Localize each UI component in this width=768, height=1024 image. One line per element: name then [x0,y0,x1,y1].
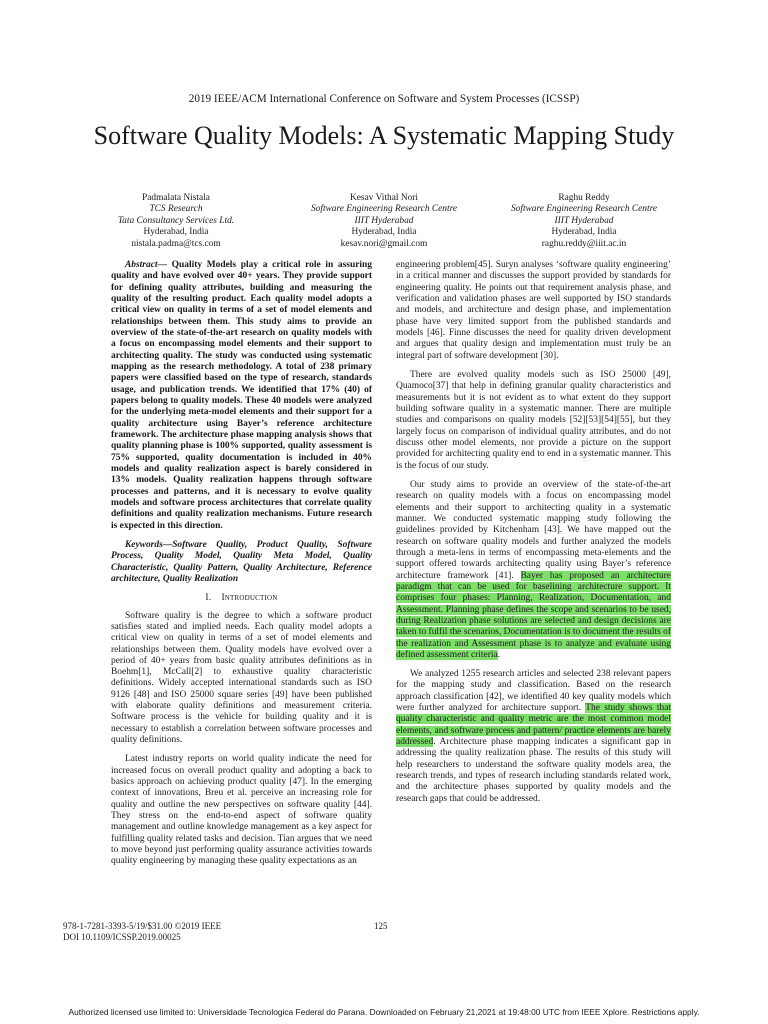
page-number: 125 [374,921,388,931]
section-heading [111,593,372,604]
highlighted-text: Bayer has proposed an architecture paradigm that can be used for baselining architecture support. It comprises four phases: Planning, Realization, Documentation, and Assessment. Planning phase defines the scope and scenarios to be used, during Realization phase solutions are selected and design decisions are taken to fulfil the scenarios, Documentation is to document the results of the realization and Assessment phase is to analyze and evaluate using defined assessment criteria [396,570,671,660]
paragraph-text: We analyzed 1255 research articles and selected 238 relevant papers for the mapping study and classification. Based on the research approach classification [42], we identified 40 key quality models which were further analyzed for architecture support. [396,669,671,714]
intro-paragraph-2: Latest industry reports on world quality indicate the need for increased focus on overall product quality and adopting a back to basics approach on achieving product quality [47]. In the emerging context of innovations, Breu et al. perceive an increasing role for quality and outline the new perspectives on software quality [44]. They stress on the end-to-end aspect of software quality management and outline knowledge management as a key aspect for fulfilling quality related tasks and decision. Tian argues that we need to move beyond just performing quality assurance activities towards quality engineering by managing these quality expectations as an [111,754,372,867]
paragraph-text: Our study aims to provide an overview of the state-of-the-art research on quality models with a focus on encompassing model elements and their support to architecting quality in a systematic manner. We conducted systematic mapping study following the guidelines provided by Kitchenham [43]. We have mapped out the research on software quality models and further analyzed the models through a meta-lens in terms of encompassing meta-elements and the support offered towards architecting quality using Bayer’s reference architecture framework [41]. [396,479,671,581]
paragraph-text: . Architecture phase mapping indicates a significant gap in addressing the quality realization phase. The results of this study will help researchers to understand the software quality models area, the research trends, and types of research including standards related work, and the architecture phases supported by quality models and the research gaps that could be addressed. [396,737,671,804]
author-org2: Tata Consultancy Services Ltd. [117,215,235,226]
doi-line: DOI 10.1109/ICSSP.2019.00025 [63,932,181,942]
author-email[interactable]: nistala.padma@tcs.com [131,238,221,249]
right-column [396,260,671,813]
author-org2: IIIT Hyderabad [554,215,614,226]
intro-paragraph-1: Software quality is the degree to which a software product satisfies stated and implied needs. Each quality model adopts a critical view on quality in terms of a set of model elements and relationships between them. Quality models have evolved over a period of 40+ years from basic quality attributes definitions as in Boehm[1], McCall[2] to exhaustive quality characteristic definitions. Widely accepted international standards such as ISO 9126 [48] and ISO 25000 square series [49] have been published with elaborate quality definitions and measurement criteria. Software process is the vehicle for building quality and it is necessary to establish a correlation between software processes and quality definitions. [111,610,372,746]
author-email[interactable]: kesav.nori@gmail.com [340,238,428,249]
keywords-text: Software Quality, Product Quality, Software Process, Quality Model, Quality Meta Model, Quality Characteristic, Quality Pattern, Quality Architecture, Reference architecture, Quality Realization [111,539,372,584]
abstract-sep: — [157,260,172,270]
keywords-sep: — [162,539,173,550]
author-name: Raghu Reddy [558,193,610,203]
abstract-label: Abstract [125,260,158,270]
section-number: I. [205,593,212,604]
right-paragraph-4 [396,669,671,805]
author-block-3 [484,193,684,250]
abstract-text: Quality Models play a critical role in assuring quality and have evolved over 40+ years. They provide support for defining quality attributes, building and measuring the quality of the resulting product. Each quality model adopts a critical view on quality in terms of a set of model elements and relationships between them. This study aims to provide an overview of the state-of-the-art research on quality models with a focus on encompassing model elements and their support to architecting quality. The study was conducted using systematic mapping as the research methodology. A total of 238 primary papers were classified based on the type of research, standards usage, and publication trends. We identified that 17% (40) of papers belong to quality models. These 40 models were analyzed for the underlying meta-model elements and their support for a quality architecture using Bayer’s reference architecture framework. The architecture phase mapping analysis shows that quality planning phase is 100% supported, quality assessment is 75% supported, quality documentation is included in 40% models and quality realization aspect is barely considered in 13% models. Quality realization happens through software processes and patterns, and it is necessary to evolve quality models and software process architectures that correlate quality definitions and quality realization mechanisms. Future research is expected in this direction. [111,260,373,531]
paper-title: Software Quality Models: A Systematic Mapping Study [93,121,675,150]
author-org: Software Engineering Research Centre [510,204,658,215]
right-paragraph-1: engineering problem[45]. Suryn analyses ‘software quality engineering’ in a critical manner and discusses the support provided by standards for engineering quality. He points out that requirement analysis phase, and verification and validation phases are well supported by ISO standards and models, and architecture and design phase, and implementation phase have very limited support from the published standards and models [46]. Finne discusses the need for quality driven development and argues that quality design and implementation must truly be an integral part of software development [30]. [396,260,671,361]
footer-left [63,921,221,943]
keywords [111,540,372,585]
abstract [111,260,372,532]
author-city: Hyderabad, India [351,227,417,238]
conference-header: 2019 IEEE/ACM International Conference on Software and System Processes (ICSSP) [188,93,580,105]
isbn-line: 978-1-7281-3393-5/19/$31.00 ©2019 IEEE [63,921,222,931]
left-column [111,260,372,876]
author-block-1 [76,193,276,250]
author-org: Software Engineering Research Centre [310,204,458,215]
author-block-2 [284,193,484,250]
author-name: Padmalata Nistala [142,193,210,203]
author-name: Kesav Vithal Nori [350,193,418,203]
author-city: Hyderabad, India [551,227,617,238]
highlighted-text: The study shows that quality characteristic and quality metric are the most common model elements, and software process and pattern/ practice elements are barely addressed [396,703,671,748]
author-org2: IIIT Hyderabad [354,215,414,226]
author-org: TCS Research [149,204,203,215]
section-title: Introduction [221,593,278,604]
author-email[interactable]: raghu.reddy@iiit.ac.in [541,238,627,249]
license-notice: Authorized licensed use limited to: Universidade Tecnologica Federal do Parana. Downloaded on February 21,2021 at 19:48:00 UTC from IEEE Xplore. Restrictions apply. [68,1007,700,1017]
right-paragraph-2: There are evolved quality models such as ISO 25000 [49], Quamoco[37] that help in defining granular quality characteristics and measurements but it is not evident as to what extent do they support building software quality in a systematic manner. There are multiple studies and comparisons on quality models [52][53][54][55], but they largely focus on comparison of individual quality attributes, and do not discuss other model elements, nor provide a picture on the support provided for architecting quality end to end in a systematic manner. This is the focus of our study. [396,369,671,471]
right-paragraph-3 [396,480,671,661]
author-city: Hyderabad, India [143,227,209,238]
keywords-label: Keywords [125,539,163,550]
paragraph-text: . [497,649,501,660]
